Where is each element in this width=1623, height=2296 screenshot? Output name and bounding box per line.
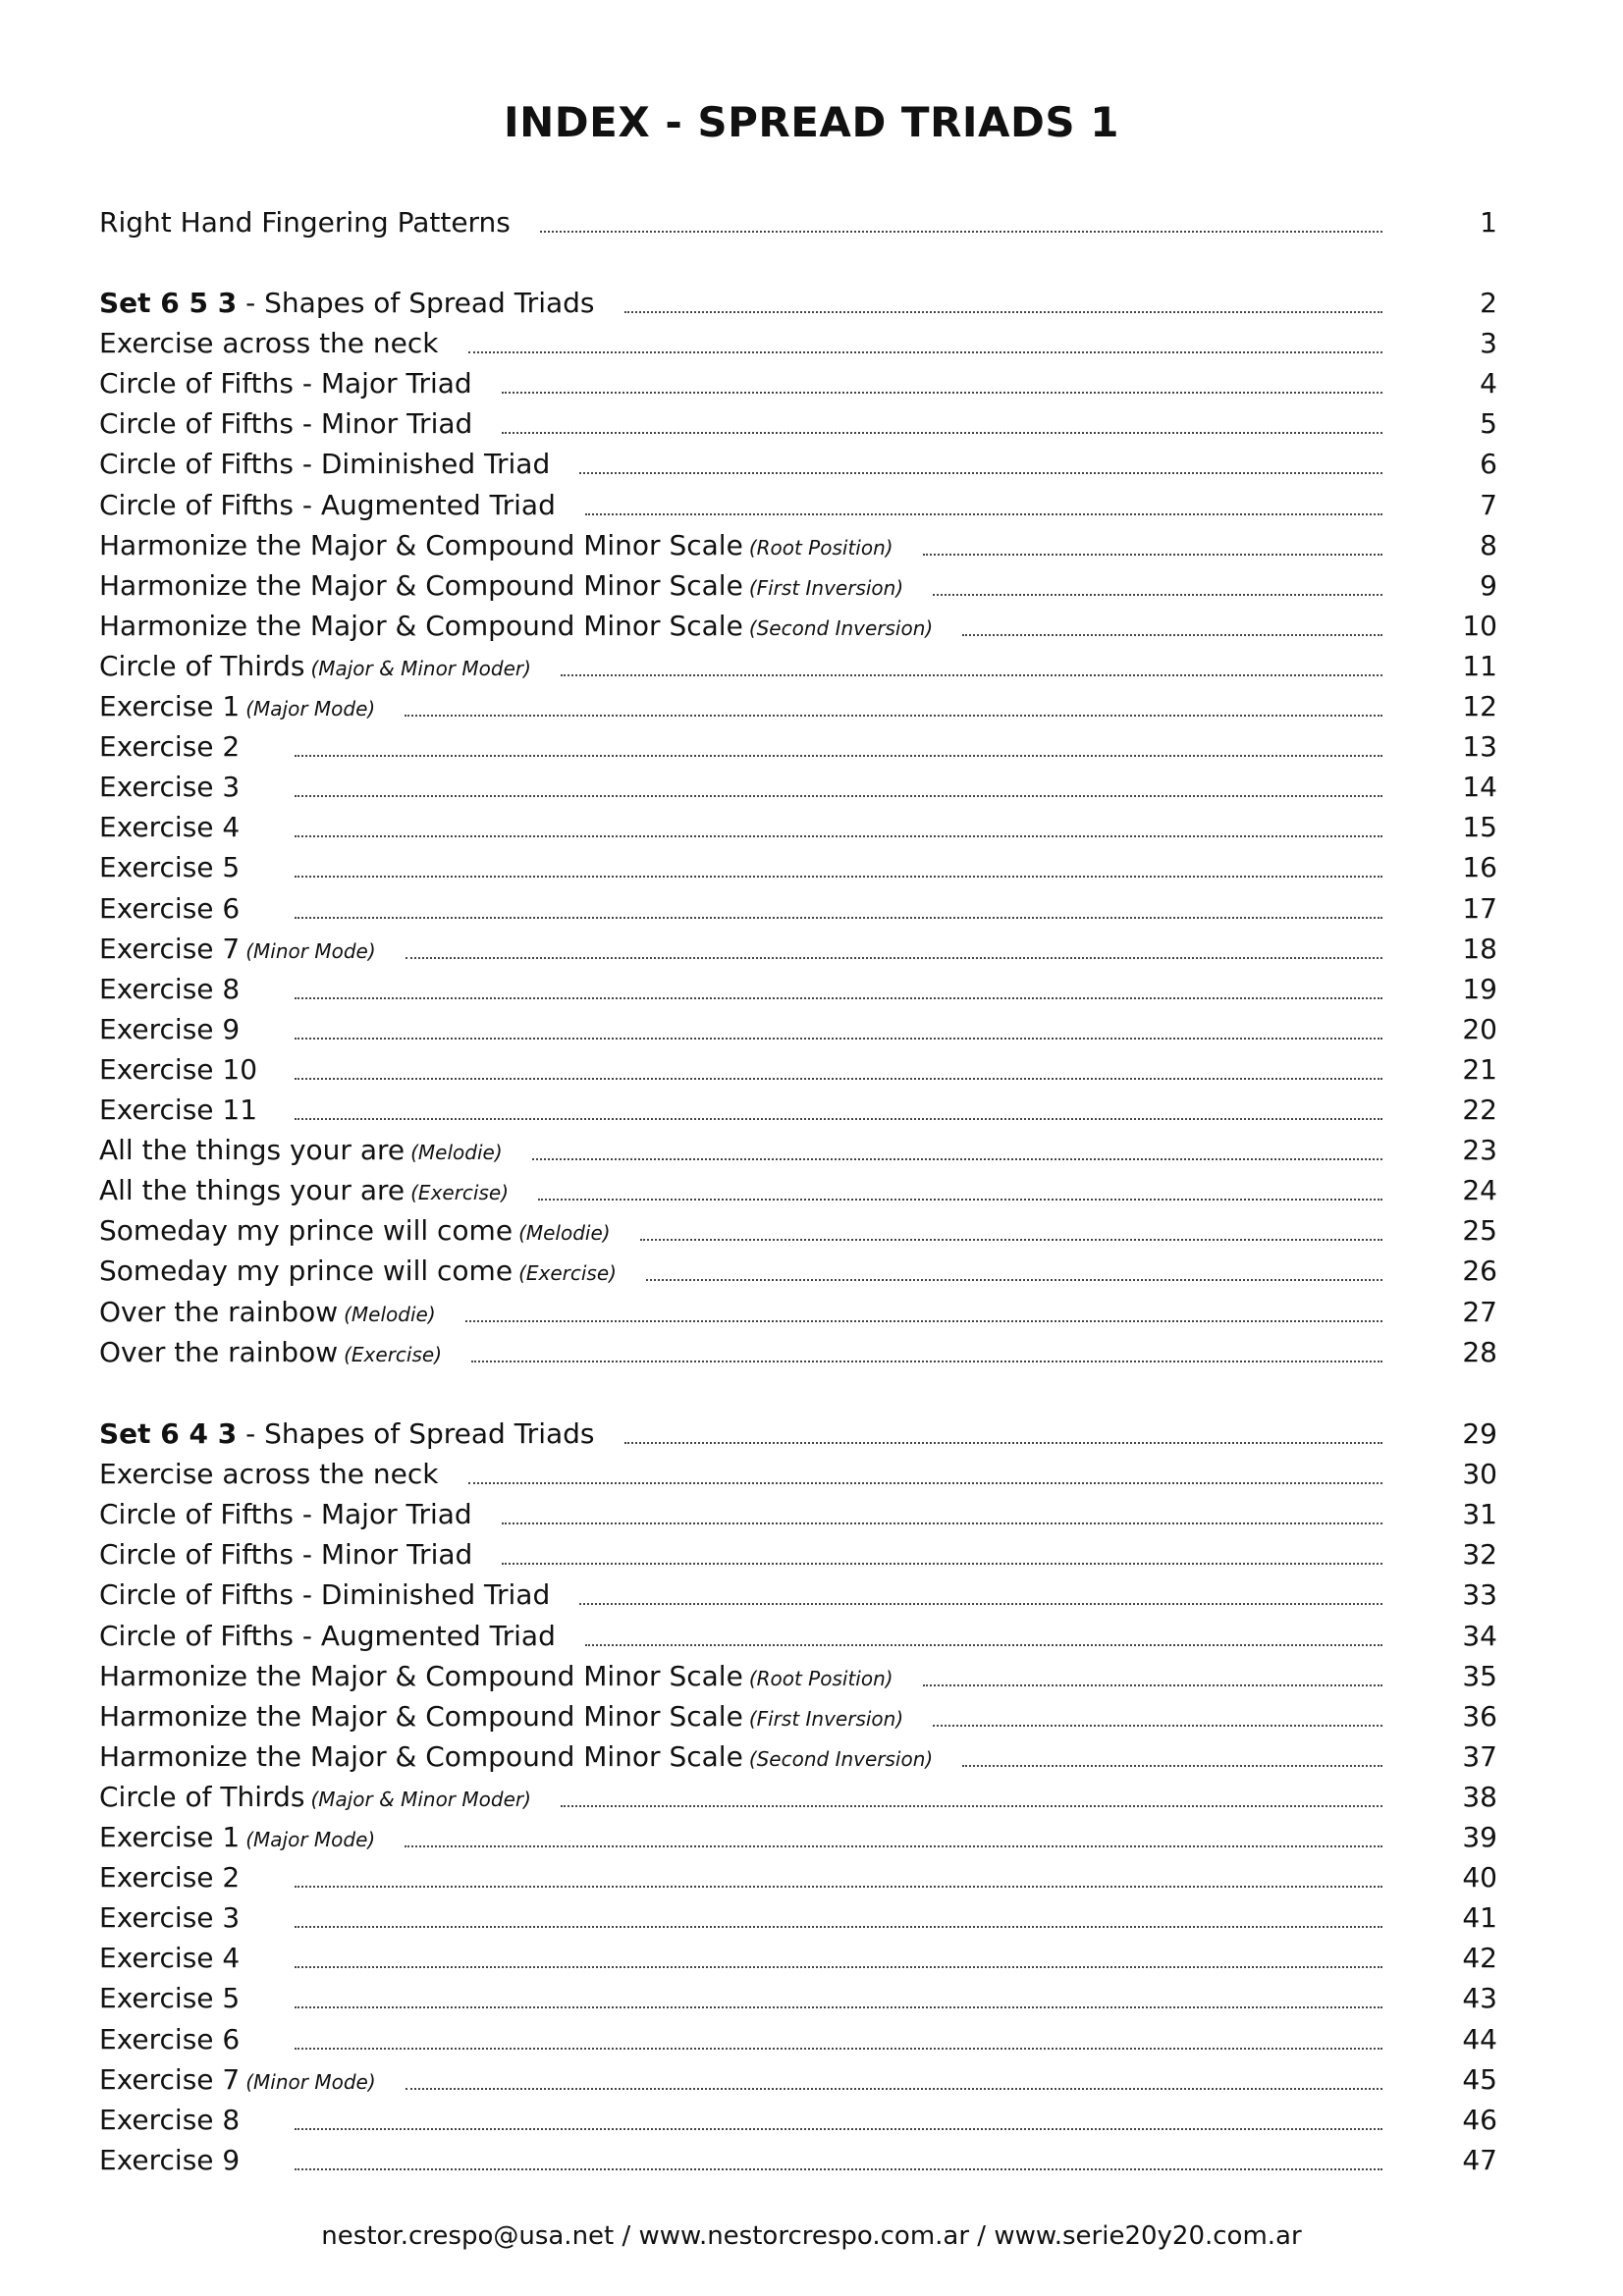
page-number: 46 [1462,2104,1497,2136]
page-number: 12 [1462,690,1497,722]
dot-leader [624,311,1382,313]
page-number: 21 [1462,1053,1497,1086]
page-number: 23 [1462,1134,1497,1166]
toc-entry [0,2059,1623,2100]
toc-entry-label [99,1292,436,1335]
toc-entry [0,444,1623,484]
page-number: 44 [1462,2023,1497,2056]
entry-note: (Melodie) [518,1221,611,1245]
dot-leader [579,472,1382,474]
toc-entry [0,1857,1623,1897]
toc-entry-label [99,1009,240,1049]
entry-note: (Major & Minor Moder) [310,657,531,680]
page-number: 10 [1462,610,1497,642]
page-number: 38 [1462,1781,1497,1813]
toc-entry [0,1616,1623,1656]
entry-note: (Melodie) [410,1141,503,1164]
toc-entry-label [99,565,903,609]
page-number: 20 [1462,1013,1497,1045]
toc-entry-label [99,1656,893,1699]
page-number: 43 [1462,1982,1497,2014]
dot-leader [295,1078,1382,1080]
toc-entry [0,403,1623,444]
toc-entry [0,363,1623,403]
toc-entry-label [99,1090,257,1130]
entry-note: (Second Inversion) [748,616,934,640]
toc-entry-label [99,767,240,807]
toc-entry-label [99,403,472,444]
toc-entry [0,726,1623,767]
page-number: 1 [1480,206,1497,239]
entry-title: Circle of Fifths - Minor Triad [99,1538,473,1571]
toc-entry-label [99,807,240,847]
page-number: 27 [1462,1296,1497,1328]
entry-title: Circle of Fifths - Major Triad [99,367,472,400]
toc-entry [0,2140,1623,2180]
page-number: 16 [1462,851,1497,883]
entry-title: Circle of Thirds [99,650,305,682]
toc-entry-label [99,1170,509,1213]
entry-title: Exercise 5 [99,851,241,883]
toc-entry-label [99,1130,503,1173]
dot-leader [465,1320,1382,1322]
entry-note: (Major Mode) [245,1828,376,1851]
toc-entry [0,1090,1623,1130]
entry-title: Exercise 4 [99,811,241,843]
toc-entry [0,1130,1623,1170]
dot-leader [502,392,1382,394]
dot-leader [538,1199,1382,1201]
toc-entry-label [99,323,439,363]
entry-note: (Exercise) [518,1261,617,1285]
dot-leader [624,1442,1382,1444]
page-number: 5 [1480,407,1497,440]
dot-leader [295,835,1382,837]
page-number: 11 [1462,650,1497,682]
entry-title: Circle of Fifths - Augmented Triad [99,489,556,521]
toc-entry [0,1575,1623,1615]
entry-title: Someday my prince will come [99,1214,514,1247]
dot-leader [295,1926,1382,1928]
toc-entry-label [99,363,472,403]
toc-entry [0,847,1623,887]
toc-entry [0,1332,1623,1372]
toc-entry [0,202,1623,242]
dot-leader [502,1522,1382,1524]
entry-title: Exercise 9 [99,1013,241,1045]
toc-entry-label [99,2140,240,2180]
toc-entry [0,1938,1623,1978]
page-number: 15 [1462,811,1497,843]
entry-title: Exercise across the neck [99,327,439,359]
dot-leader [295,2168,1382,2170]
dot-leader [405,1845,1382,1847]
toc-entry-label [99,485,556,525]
toc-entry [0,1897,1623,1938]
entry-title: Exercise 10 [99,1053,258,1086]
entry-title: Exercise 6 [99,2023,241,2056]
entry-title: Exercise 1 [99,690,241,722]
page-number: 19 [1462,973,1497,1005]
page-number: 6 [1480,448,1497,480]
dot-leader [295,2128,1382,2130]
page-number: 24 [1462,1174,1497,1206]
toc-entry [0,1656,1623,1696]
toc-entry-label [99,1696,903,1739]
toc-entry-label [99,686,375,729]
page-number: 8 [1480,529,1497,561]
toc-entry [0,1009,1623,1049]
toc-entry-label [99,1494,472,1534]
entry-title: Harmonize the Major & Compound Minor Scale [99,1700,743,1733]
dot-leader [579,1603,1382,1605]
entry-title: Exercise 5 [99,1982,241,2014]
page-number: 13 [1462,730,1497,763]
page-number: 25 [1462,1214,1497,1247]
entry-title: Circle of Fifths - Major Triad [99,1498,472,1530]
toc-entry [0,485,1623,525]
toc-entry [0,1414,1623,1454]
page-number: 35 [1462,1660,1497,1692]
dot-leader [933,594,1382,596]
toc-entry-label [99,2059,376,2103]
page-number: 9 [1480,569,1497,602]
entry-note: (Root Position) [748,536,893,560]
entry-title: - Shapes of Spread Triads [237,287,595,319]
entry-title: Exercise 7 [99,2063,241,2096]
dot-leader [532,1158,1382,1160]
dot-leader [295,997,1382,999]
toc-entry-label [99,606,933,649]
toc-entry-label [99,1414,595,1454]
entry-title: Exercise 8 [99,2104,241,2136]
toc-entry [0,1777,1623,1817]
dot-leader [923,1684,1382,1686]
entry-title: Exercise 11 [99,1094,258,1126]
toc-entry-label [99,1777,531,1820]
entry-note: (Major & Minor Moder) [310,1788,531,1811]
entry-title: Harmonize the Major & Compound Minor Scale [99,1740,743,1773]
toc-entry [0,1534,1623,1575]
toc-entry [0,1454,1623,1494]
toc-entry-label [99,1454,439,1494]
entry-note: (Melodie) [344,1303,436,1326]
entry-title: Exercise 1 [99,1821,241,1853]
toc-entry-label [99,1857,240,1897]
toc-entry [0,1170,1623,1210]
footer-contact: nestor.crespo@usa.net / www.nestorcrespo.com.ar / www.serie20y20.com.ar [321,2221,1302,2251]
entry-title: Exercise 8 [99,973,241,1005]
entry-note: (Exercise) [410,1181,510,1204]
entry-title: Exercise 3 [99,771,241,803]
entry-title: Harmonize the Major & Compound Minor Scale [99,610,743,642]
page-number: 32 [1462,1538,1497,1571]
entry-title: Harmonize the Major & Compound Minor Scale [99,569,743,602]
entry-title: Right Hand Fingering Patterns [99,206,511,239]
toc-entry [0,1210,1623,1251]
toc-entry [0,1251,1623,1291]
page-number: 41 [1462,1901,1497,1934]
entry-title: Circle of Fifths - Minor Triad [99,407,473,440]
dot-leader [540,231,1382,233]
toc-entry [0,1978,1623,2018]
toc-entry [0,969,1623,1009]
toc-entry-label [99,202,511,242]
page-number: 42 [1462,1942,1497,1974]
page-number: 29 [1462,1417,1497,1450]
entry-title: Exercise 6 [99,892,241,925]
toc-entry [0,606,1623,646]
toc-entry [0,767,1623,807]
dot-leader [923,554,1382,556]
toc-entry-label [99,1049,257,1090]
page-number: 36 [1462,1700,1497,1733]
page-number: 2 [1480,287,1497,319]
dot-leader [295,1966,1382,1968]
dot-leader [471,1361,1382,1362]
dot-leader [640,1239,1382,1241]
page-number: 40 [1462,1861,1497,1894]
toc-entry [0,565,1623,606]
toc-entry-label [99,1897,240,1938]
toc-entry [0,1696,1623,1736]
toc-entry-label [99,1210,611,1254]
entry-title: Exercise across the neck [99,1458,439,1490]
dot-leader [561,674,1382,676]
page-number: 47 [1462,2144,1497,2176]
toc-entry [0,686,1623,726]
toc-entry [0,323,1623,363]
entry-title: Exercise 9 [99,2144,241,2176]
entry-title: Harmonize the Major & Compound Minor Scale [99,529,743,561]
entry-note: (Exercise) [344,1343,442,1366]
entry-note: (First Inversion) [748,1707,904,1731]
entry-title: Harmonize the Major & Compound Minor Scale [99,1660,743,1692]
toc-entry [0,525,1623,565]
dot-leader [962,634,1382,636]
entry-note: (Major Mode) [245,697,376,721]
toc-entry-label [99,969,240,1009]
entry-title: Circle of Fifths - Diminished Triad [99,1578,551,1611]
set-heading: Set 6 5 3 [99,287,238,319]
dot-leader [295,795,1382,797]
dot-leader [468,351,1382,353]
set-heading: Set 6 4 3 [99,1417,238,1450]
toc-entry-label [99,1534,472,1575]
page-number: 28 [1462,1336,1497,1368]
page-number: 7 [1480,489,1497,521]
entry-title: Exercise 7 [99,933,241,965]
toc-entry [0,2100,1623,2140]
dot-leader [933,1725,1382,1727]
toc-entry-label [99,1817,375,1860]
toc-entry [0,283,1623,323]
page-number: 33 [1462,1578,1497,1611]
toc-entry-label [99,929,376,972]
page-number: 17 [1462,892,1497,925]
entry-title: Someday my prince will come [99,1255,514,1287]
dot-leader [295,2006,1382,2008]
toc-entry-label [99,1616,556,1656]
dot-leader [585,513,1382,515]
entry-title: Exercise 2 [99,1861,241,1894]
toc-entry-label [99,525,893,568]
entry-title: Circle of Fifths - Augmented Triad [99,1620,556,1652]
page-number: 31 [1462,1498,1497,1530]
page-number: 4 [1480,367,1497,400]
dot-leader [502,432,1382,434]
entry-note: (Minor Mode) [245,939,376,963]
page-number: 30 [1462,1458,1497,1490]
toc-entry-label [99,1978,240,2018]
page-number: 22 [1462,1094,1497,1126]
toc-entry-label [99,847,240,887]
toc-entry [0,807,1623,847]
dot-leader [585,1644,1382,1646]
entry-title: All the things your are [99,1174,406,1206]
dot-leader [295,2048,1382,2050]
entry-title: Exercise 4 [99,1942,241,1974]
dot-leader [295,1038,1382,1040]
dot-leader [406,957,1382,959]
dot-leader [468,1482,1382,1484]
entry-note: (Minor Mode) [245,2070,376,2094]
page-number: 37 [1462,1740,1497,1773]
entry-title: All the things your are [99,1134,406,1166]
entry-note: (Second Inversion) [748,1747,934,1771]
entry-title: - Shapes of Spread Triads [237,1417,595,1450]
entry-note: (Root Position) [748,1667,893,1690]
toc-entry [0,1494,1623,1534]
dot-leader [502,1563,1382,1565]
entry-title: Circle of Thirds [99,1781,305,1813]
entry-title: Circle of Fifths - Diminished Triad [99,448,551,480]
entry-title: Over the rainbow [99,1296,339,1328]
toc-entry [0,1817,1623,1857]
toc-entry-label [99,1736,933,1780]
page-number: 45 [1462,2063,1497,2096]
toc-entry-label [99,2100,240,2140]
dot-leader [405,715,1382,717]
page-number: 3 [1480,327,1497,359]
toc-entry [0,2019,1623,2059]
dot-leader [295,755,1382,757]
entry-title: Exercise 2 [99,730,241,763]
toc-entry-label [99,2019,240,2059]
toc-entry-label [99,726,240,767]
page-number: 39 [1462,1821,1497,1853]
page-number: 26 [1462,1255,1497,1287]
page-number: 34 [1462,1620,1497,1652]
toc-entry-label [99,888,240,929]
toc-entry [0,1049,1623,1090]
page-title: INDEX - SPREAD TRIADS 1 [503,98,1120,146]
dot-leader [962,1765,1382,1767]
entry-title: Over the rainbow [99,1336,339,1368]
dot-leader [295,1118,1382,1120]
toc-entry-label [99,1575,550,1615]
toc-entry-label [99,283,595,323]
dot-leader [561,1805,1382,1807]
toc-entry [0,646,1623,686]
dot-leader [295,917,1382,919]
toc-entry [0,888,1623,929]
dot-leader [295,876,1382,878]
toc-entry-label [99,444,550,484]
entry-note: (First Inversion) [748,576,904,600]
toc-entry-label [99,1332,442,1375]
dot-leader [406,2088,1382,2090]
toc-entry-label [99,1938,240,1978]
toc-entry [0,929,1623,969]
toc-entry-label [99,646,531,689]
entry-title: Exercise 3 [99,1901,241,1934]
toc-entry-label [99,1251,617,1294]
dot-leader [646,1279,1382,1281]
dot-leader [295,1886,1382,1888]
page-number: 14 [1462,771,1497,803]
page-number: 18 [1462,933,1497,965]
toc-entry [0,1736,1623,1777]
toc-entry [0,1292,1623,1332]
